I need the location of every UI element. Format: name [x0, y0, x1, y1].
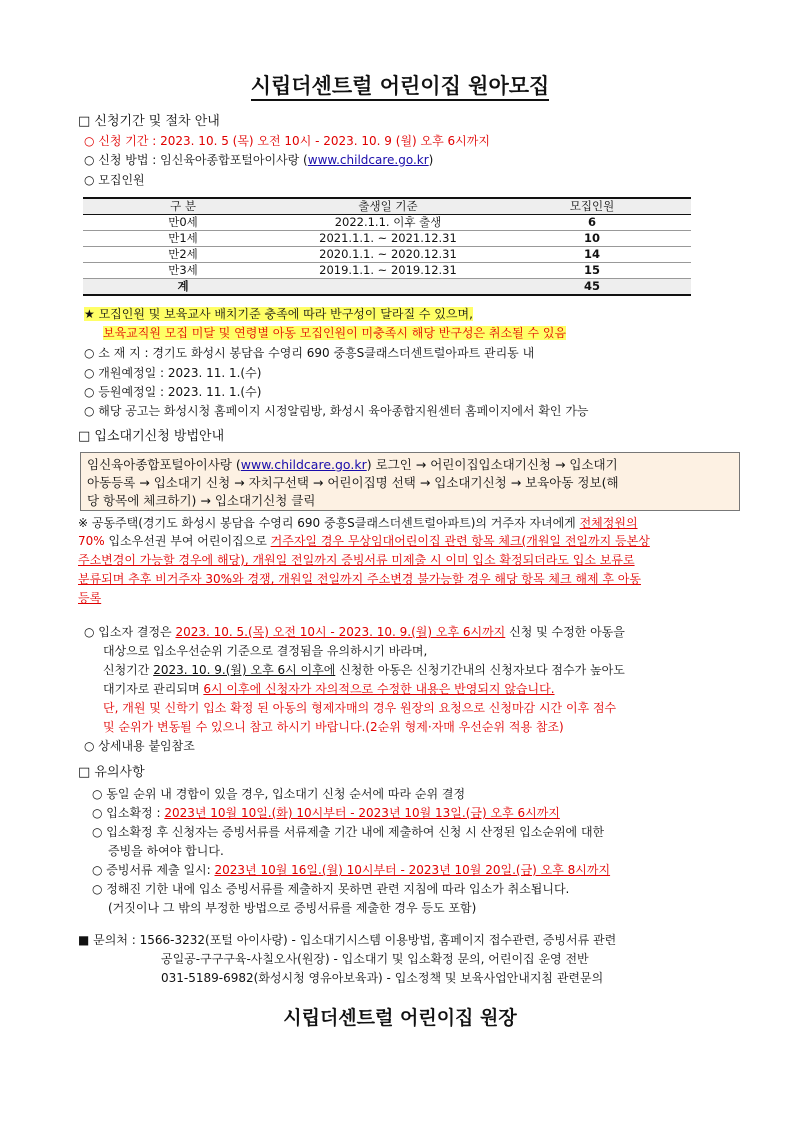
birth-cell: 2021.1.1. ~ 2021.12.31	[283, 231, 493, 247]
box-line: 임신육아종합포털아이사랑 (www.childcare.go.kr) 로그인 → 어린이집입소대기신청 → 입소대기	[87, 457, 618, 472]
decision-line: 및 순위가 변동될 수 있으니 참고 하시기 바랍니다.(2순위 형제·자매 우선순위 적용 참조)	[103, 720, 564, 734]
table-row	[83, 215, 691, 231]
total-empty-cell	[283, 279, 493, 296]
signature: 시립더센트럴 어린이집 원장	[283, 1007, 517, 1029]
table-header: 출생일 기준	[283, 198, 493, 215]
notes-item: ○ 입소확정 후 신청자는 증빙서류를 서류제출 기간 내에 제출하여 신청 시 산정된 입소순위에 대한	[92, 825, 605, 839]
childcare-link[interactable]: www.childcare.go.kr	[240, 457, 367, 472]
notes-item: ○ 입소확정 : 2023년 10월 10일.(화) 10시부터 - 2023년 10월 13일.(금) 오후 6시까지	[92, 806, 560, 820]
total-label: 계	[83, 279, 283, 296]
birth-cell: 2020.1.1. ~ 2020.12.31	[283, 247, 493, 263]
age-cell: 만3세	[83, 263, 283, 279]
decision-line: 단, 개원 및 신학기 입소 확정 된 아동의 형제자매의 경우 원장의 요청으로 신청마감 시간 이후 점수	[103, 701, 617, 715]
decision-line: ○ 입소자 결정은 2023. 10. 5.(목) 오전 10시 - 2023. 10. 9.(월) 오후 6시까지 신청 및 수정한 아동을	[84, 625, 625, 639]
table-row	[83, 231, 691, 247]
page-title: 시립더센트럴 어린이집 원아모집	[0, 70, 800, 100]
attend-date: ○ 등원예정일 : 2023. 11. 1.(수)	[84, 385, 262, 399]
asterisk-note-line: 등록	[78, 591, 102, 605]
notes-item: (거짓이나 그 밖의 부정한 방법으로 증빙서류를 제출한 경우 등도 포함)	[108, 901, 477, 915]
box-line: 당 항목에 체크하기) → 입소대기신청 클릭	[87, 493, 316, 508]
box-line: 아동등록 → 입소대기 신청 → 자치구선택 → 어린이집명 선택 → 입소대기신청 → 보육아동 정보(해	[87, 475, 619, 490]
table-total-row	[83, 279, 691, 296]
count-cell: 6	[493, 215, 691, 231]
waitlist-steps-box	[80, 452, 740, 511]
age-cell: 만2세	[83, 247, 283, 263]
birth-cell: 2019.1.1. ~ 2019.12.31	[283, 263, 493, 279]
count-cell: 14	[493, 247, 691, 263]
contact-line: 031-5189-6982(화성시청 영유아보육과) - 입소정책 및 보육사업안내지침 관련문의	[161, 971, 604, 985]
notes-item: ○ 정해진 기한 내에 입소 증빙서류를 제출하지 못하면 관련 지침에 따라 입소가 취소됩니다.	[92, 882, 570, 896]
recruitment-table	[83, 197, 691, 296]
count-cell: 15	[493, 263, 691, 279]
table-header: 모집인원	[493, 198, 691, 215]
notes-item: ○ 증빙서류 제출 일시: 2023년 10월 16일.(월) 10시부터 - 2023년 10월 20일.(금) 오후 8시까지	[92, 863, 611, 877]
decision-line: 신청기간 2023. 10. 9.(월) 오후 6시 이후에 신청한 아동은 신청기간내의 신청자보다 점수가 높아도	[103, 663, 625, 677]
note-star-line-2: 보육교직원 모집 미달 및 연령별 아동 모집인원이 미충족시 해당 반구성은 취소될 수 있음	[103, 326, 567, 340]
contact-line: 공일공-구구구육-사칠오사(원장) - 입소대기 및 입소확정 문의, 어린이집 운영 전반	[161, 952, 589, 966]
decision-line: 대상으로 입소우선순위 기준으로 결정됨을 유의하시기 바라며,	[103, 644, 428, 658]
asterisk-note-line: ※ 공동주택(경기도 화성시 봉담읍 수영리 690 중흥S클래스더센트럴아파트)의 거주자 자녀에게 전체정원의	[78, 516, 638, 530]
childcare-link[interactable]: www.childcare.go.kr	[307, 153, 429, 167]
contact-line: ■ 문의처 : 1566-3232(포털 아이사랑) - 입소대기시스템 이용방법, 홈페이지 접수관련, 증빙서류 관련	[78, 933, 617, 947]
age-cell: 만1세	[83, 231, 283, 247]
section-heading-waitlist: □ 입소대기신청 방법안내	[78, 429, 225, 444]
section-heading-notes: □ 유의사항	[78, 765, 145, 780]
asterisk-note-line: 분류되며 추후 비거주자 30%와 경쟁, 개원일 전일까지 주소변경 불가능할 경우 해당 항목 체크 해제 후 아동	[78, 572, 641, 586]
note-star-line: ★ 모집인원 및 보육교사 배치기준 충족에 따라 반구성이 달라질 수 있으며,	[84, 307, 473, 321]
total-value: 45	[493, 279, 691, 296]
address-line: ○ 소 재 지 : 경기도 화성시 봉담읍 수영리 690 중흥S클래스더센트럴아파트 관리동 내	[84, 346, 535, 360]
asterisk-note-line: 70% 입소우선권 부여 어린이집으로 거주자일 경우 무상임대어린이집 관련 항목 체크(개원일 전일까지 등본상	[78, 534, 650, 548]
application-period: ○ 신청 기간 : 2023. 10. 5 (목) 오전 10시 - 2023. 10. 9 (월) 오후 6시까지	[84, 134, 490, 148]
age-cell: 만0세	[83, 215, 283, 231]
table-row	[83, 247, 691, 263]
birth-cell: 2022.1.1. 이후 출생	[283, 215, 493, 231]
detail-line: ○ 상세내용 붙임참조	[84, 739, 195, 753]
section-heading-application: □ 신청기간 및 절차 안내	[78, 114, 220, 129]
decision-line: 대기자로 관리되며 6시 이후에 신청자가 자의적으로 수정한 내용은 반영되지 않습니다.	[103, 682, 555, 696]
notes-item: ○ 동일 순위 내 경합이 있을 경우, 입소대기 신청 순서에 따라 순위 결정	[92, 787, 466, 801]
asterisk-note-line: 주소변경이 가능할 경우에 해당), 개원일 전일까지 증빙서류 미제출 시 이미 입소 확정되더라도 입소 보류로	[78, 553, 635, 567]
notice-line: ○ 해당 공고는 화성시청 홈페이지 시정알림방, 화성시 육아종합지원센터 홈페이지에서 확인 가능	[84, 404, 589, 418]
recruit-label: ○ 모집인원	[84, 173, 145, 187]
application-method: ○ 신청 방법 : 임신육아종합포털아이사랑 (www.childcare.go.kr)	[84, 153, 434, 167]
open-date: ○ 개원예정일 : 2023. 11. 1.(수)	[84, 366, 262, 380]
notes-item: 증빙을 하여야 합니다.	[108, 844, 224, 858]
table-row	[83, 263, 691, 279]
table-header: 구 분	[83, 198, 283, 215]
count-cell: 10	[493, 231, 691, 247]
